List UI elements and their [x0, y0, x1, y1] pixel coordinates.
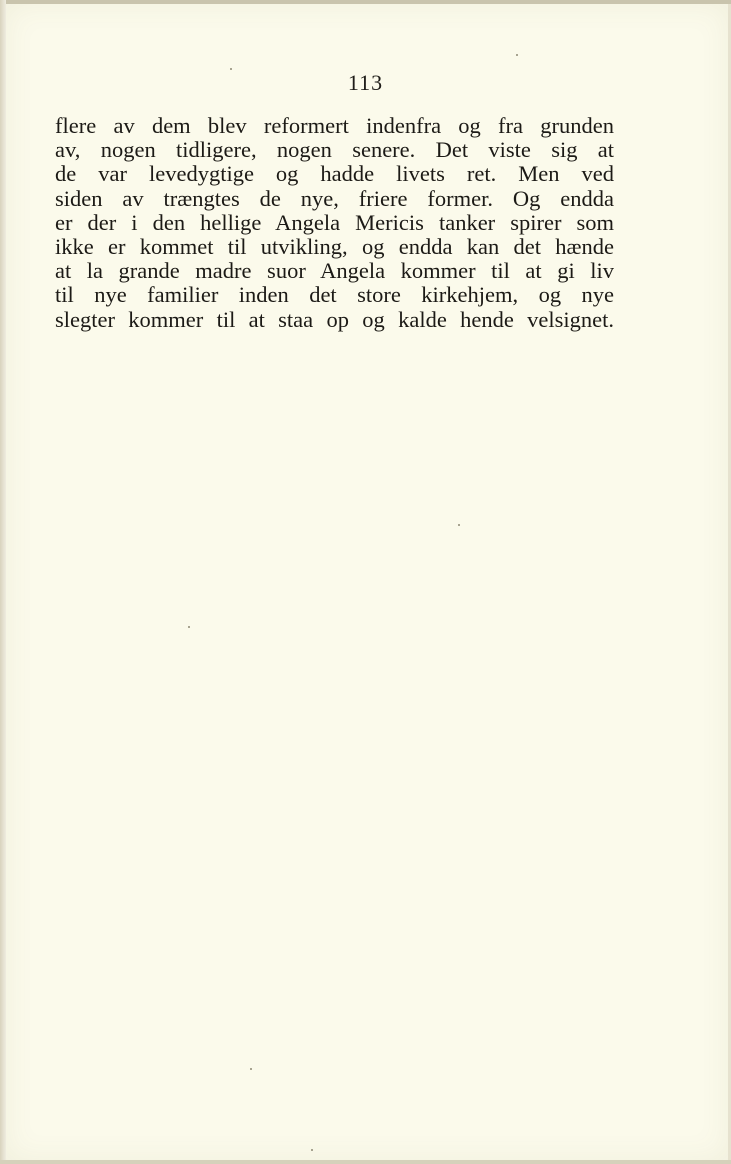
paper-speck [188, 626, 190, 628]
text-line: er der i den hellige Angela Mericis tanker spirer som [55, 209, 614, 235]
text-line: slegter kommer til at staa op og kalde hende velsignet. [55, 306, 614, 332]
text-line: flere av dem blev reformert indenfra og fra grunden [55, 113, 614, 138]
paper-speck [250, 1068, 252, 1070]
text-line: til nye familier inden det store kirkehjem, og nye [55, 282, 614, 308]
paper-speck [311, 1149, 313, 1151]
text-line: at la grande madre suor Angela kommer til at gi liv [55, 258, 614, 284]
paper-speck [516, 54, 518, 56]
text-line: siden av trængtes de nye, friere former. Og endda [55, 185, 614, 211]
text-line: av, nogen tidligere, nogen senere. Det viste sig at [55, 137, 614, 163]
page-bottom-edge [0, 1160, 731, 1164]
body-paragraph [55, 114, 614, 332]
page-number: 113 [347, 70, 384, 95]
text-line: de var levedygtige og hadde livets ret. Men ved [55, 161, 614, 187]
paper-speck [458, 524, 460, 526]
text-line: ikke er kommet til utvikling, og endda kan det hænde [55, 234, 614, 260]
